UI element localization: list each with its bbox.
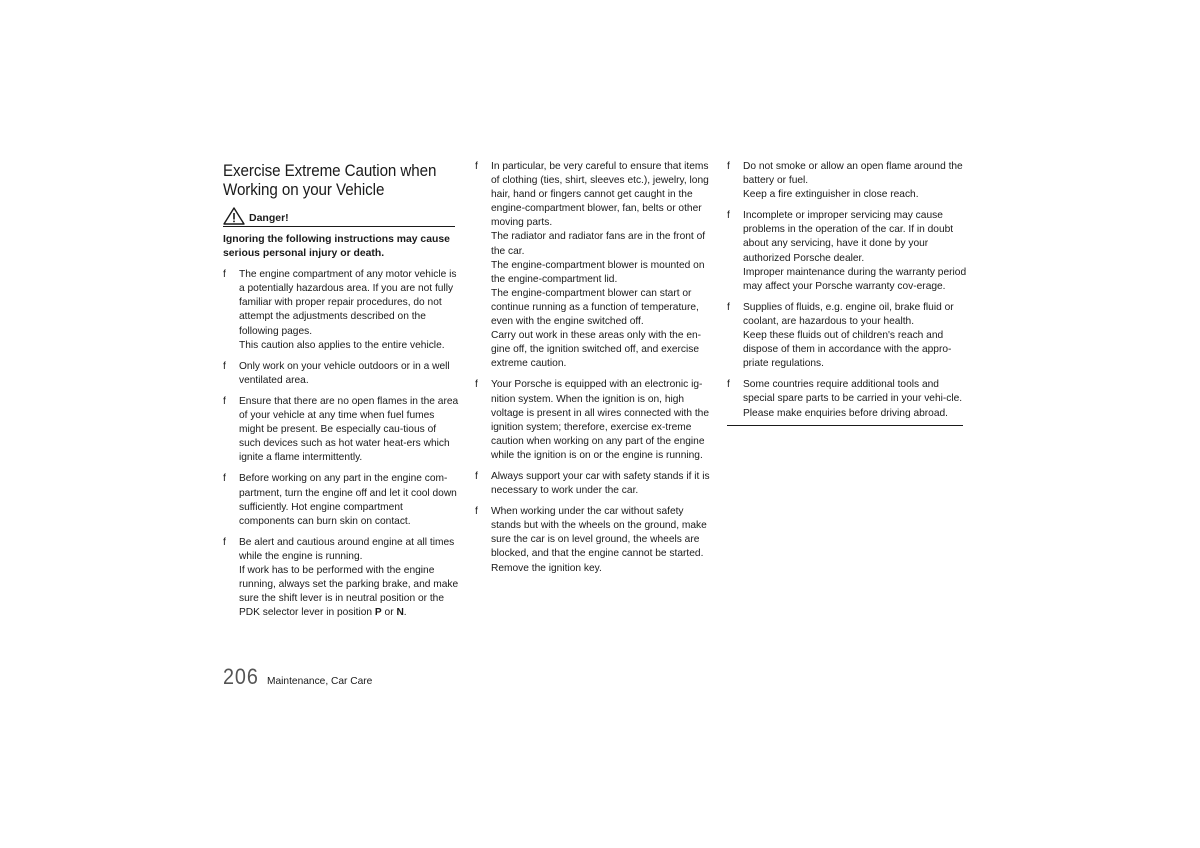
column-3 [727,160,967,426]
list-item-text [743,266,967,294]
danger-header [223,207,455,227]
list-item-text-run: Carry out work in these areas only with the en-gine off, the ignition switched off, and exercise extreme caution. [491,330,702,370]
list-item-text [743,188,967,202]
list-item-text [491,562,715,576]
list-item-text-run: If work has to be performed with the engine running, always set the parking brake, and make sure the shift lever is in neutral position or the PDK selector lever in position [239,564,459,619]
list-item-text [239,360,459,388]
list-item-text [239,564,459,620]
page-number: 206 [223,664,259,689]
list-item-text-run: This caution also applies to the entire vehicle. [239,339,445,351]
list-item [475,378,715,463]
column-3-list [727,160,967,421]
list-item-text-run: Please make enquiries before driving abroad. [743,407,949,419]
list-item-text [491,378,715,463]
bullet-marker: f [475,470,478,482]
bullet-marker: f [475,506,478,518]
sentence-end: . [403,607,407,619]
list-item-text-run: The radiator and radiator fans are in the front of the car. [491,231,706,257]
bullet-marker: f [475,379,478,391]
list-item [223,472,459,528]
list-item-text-run: Improper maintenance during the warranty period may affect your Porsche warranty cov-erage. [743,266,967,292]
list-item-text [239,268,459,338]
list-item-text-run: Only work on your vehicle outdoors or in a well ventilated area. [239,360,450,386]
heading-line-1: Exercise Extreme Caution when [223,162,437,180]
list-item-text-run: In particular, be very careful to ensure that items of clothing (ties, shirt, sleeves etc.), jewelry, long hair, hand or fingers cannot get caught in the engine-compartment blower, fan, belts or other moving parts. [491,161,709,229]
list-item-text-run: The engine-compartment blower can start or continue running as a function of temperature, even with the engine switched off. [491,287,699,328]
bullet-marker: f [223,395,226,407]
list-item-text [239,472,459,528]
bullet-marker: f [727,161,730,172]
bullet-marker: f [223,360,226,372]
column-1 [223,160,459,627]
list-item-text-run: When working under the car without safety stands but with the wheels on the ground, make sure the car is on level ground, the wheels are blocked, and that the engine cannot be started. [491,506,707,560]
bullet-marker: f [223,473,226,485]
list-item [223,395,459,465]
list-item [727,209,967,294]
list-item-text-run: Do not smoke or allow an open flame around the battery or fuel. [743,161,963,187]
danger-warning-text: Ignoring the following instructions may cause serious personal injury or death. [223,234,450,260]
bullet-marker: f [475,161,478,172]
list-item-text-run: Remove the ignition key. [491,562,602,574]
end-rule [727,425,963,426]
page-footer [223,664,372,690]
bullet-marker: f [727,301,730,313]
list-item-text [491,160,715,230]
list-item-text [239,536,459,564]
list-item-text [491,259,715,287]
bullet-marker: f [727,379,730,391]
or-word: or [381,607,397,619]
list-item-text-run: Before working on any part in the engine com-partment, turn the engine off and let it cool down sufficiently. Hot engine compartment components can burn skin on contact. [239,473,457,527]
list-item [727,301,967,371]
list-item-text [491,287,715,329]
list-item-text-run: Keep a fire extinguisher in close reach. [743,189,919,201]
bullet-marker: f [223,536,226,548]
page-heading [223,162,440,199]
selector-position-p: P [374,607,382,619]
list-item-text [491,329,715,371]
column-2-list [475,160,715,576]
column-2 [475,160,715,583]
list-item-text [239,395,459,465]
list-item-text-run: Always support your car with safety stands if it is necessary to work under the car. [491,470,710,497]
selector-position-n: N [396,607,404,619]
list-item [475,160,715,371]
list-item-text [743,160,967,188]
list-item-text-run: Your Porsche is equipped with an electronic ig-nition system. When the ignition is on, high voltage is present in all wires connected with the ignition system; therefore, exercise ex-treme caution when working on any part of the engine while the ignition is on or the engine is running. [491,379,710,461]
list-item [223,268,459,353]
bullet-marker: f [727,210,730,222]
list-item-text [491,505,715,561]
list-item-text-run: Some countries require additional tools and special spare parts to be carried in your vehi-cle. [743,379,963,405]
list-item-text [743,209,967,265]
heading-line-2: Working on your Vehicle [223,180,385,199]
bullet-marker: f [223,269,226,281]
list-item-text-run: Incomplete or improper servicing may cause problems in the operation of the car. If in doubt about any servicing, have it done by your authorized Porsche dealer. [743,210,954,264]
list-item-text [491,470,715,498]
list-item-text-run: Supplies of fluids, e.g. engine oil, brake fluid or coolant, are hazardous to your health. [743,301,954,327]
list-item [223,536,459,621]
list-item-text-run: Be alert and cautious around engine at all times while the engine is running. [239,536,455,562]
list-item-text-run: Ensure that there are no open flames in the area of your vehicle at any time when fuel fumes might be present. Be especially cau-tious of such devices such as hot water heat-ers which ignite a flame intermittently. [239,395,459,464]
list-item-text [491,230,715,258]
list-item [727,378,967,420]
list-item-text [743,329,967,371]
list-item [475,470,715,498]
list-item-text [743,301,967,329]
danger-label: Danger! [249,212,289,224]
list-item-text [743,407,967,421]
list-item-text [743,378,967,406]
column-1-list [223,268,459,620]
list-item [475,505,715,575]
warning-triangle-icon [223,207,245,225]
section-name: Maintenance, Car Care [267,676,373,687]
list-item-text [239,339,459,353]
list-item [223,360,459,388]
list-item-text-run: The engine-compartment blower is mounted on the engine-compartment lid. [491,259,705,285]
list-item-text-run: Keep these fluids out of children's reach and dispose of them in accordance with the appro-priate regulations. [743,330,952,370]
list-item-text-run: The engine compartment of any motor vehicle is a potentially hazardous area. If you are not fully familiar with proper repair procedures, do not attempt the adjustments described on the following pages. [239,269,457,337]
list-item [727,160,967,202]
